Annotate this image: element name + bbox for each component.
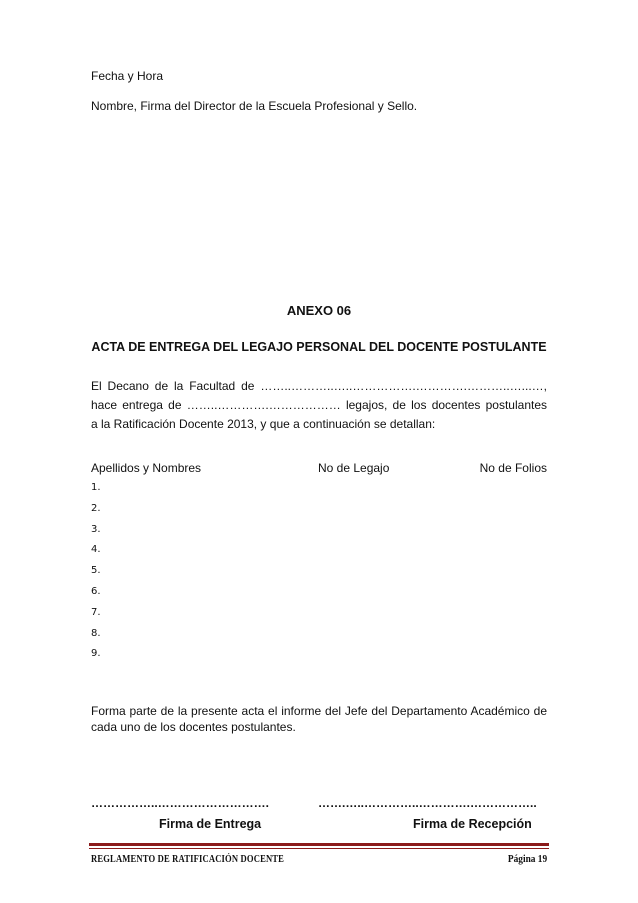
footer-rule-thin	[89, 848, 549, 849]
intro-line-1: El Decano de la Facultad de ……..………..…..…………….………….………..…...…,	[91, 379, 547, 393]
numbered-list	[91, 482, 101, 669]
list-item: 9.	[91, 648, 101, 660]
column-header-legajo: No de Legajo	[318, 461, 390, 475]
closing-paragraph: Forma parte de la presente acta el informe del Jefe del Departamento Académico de cada uno de los docentes postulantes.	[91, 704, 547, 734]
signature-line-recepcion: …….…..…………..………….……………..	[318, 796, 537, 810]
list-item: 4.	[91, 544, 101, 556]
signature-label-recepcion: Firma de Recepción	[413, 817, 532, 831]
director-signature-label: Nombre, Firma del Director de la Escuela Profesional y Sello.	[91, 99, 418, 113]
fecha-hora-label: Fecha y Hora	[91, 69, 164, 83]
footer-title: REGLAMENTO DE RATIFICACIÓN DOCENTE	[91, 853, 285, 865]
intro-line-3: a la Ratificación Docente 2013, y que a continuación se detallan:	[91, 417, 436, 431]
signature-line-entrega: ……………..……………………….	[91, 796, 270, 810]
annex-subtitle: ACTA DE ENTREGA DEL LEGAJO PERSONAL DEL DOCENTE POSTULANTE	[91, 340, 547, 354]
page-number: Página 19	[507, 853, 547, 865]
list-item: 2.	[91, 502, 101, 514]
list-item: 3.	[91, 523, 101, 535]
footer-rule-thick	[89, 843, 549, 846]
column-header-apellidos: Apellidos y Nombres	[91, 461, 202, 475]
list-item: 5.	[91, 565, 101, 577]
intro-paragraph	[91, 379, 547, 436]
table-header	[91, 461, 547, 475]
intro-line-2: hace entrega de ……..………….……………… legajos, de los docentes postulantes	[91, 398, 547, 412]
signature-label-entrega: Firma de Entrega	[159, 817, 262, 831]
column-header-folios: No de Folios	[479, 461, 547, 475]
list-item: 6.	[91, 585, 101, 597]
list-item: 7.	[91, 606, 101, 618]
list-item: 8.	[91, 627, 101, 639]
annex-title: ANEXO 06	[286, 303, 352, 318]
list-item: 1.	[91, 482, 101, 493]
